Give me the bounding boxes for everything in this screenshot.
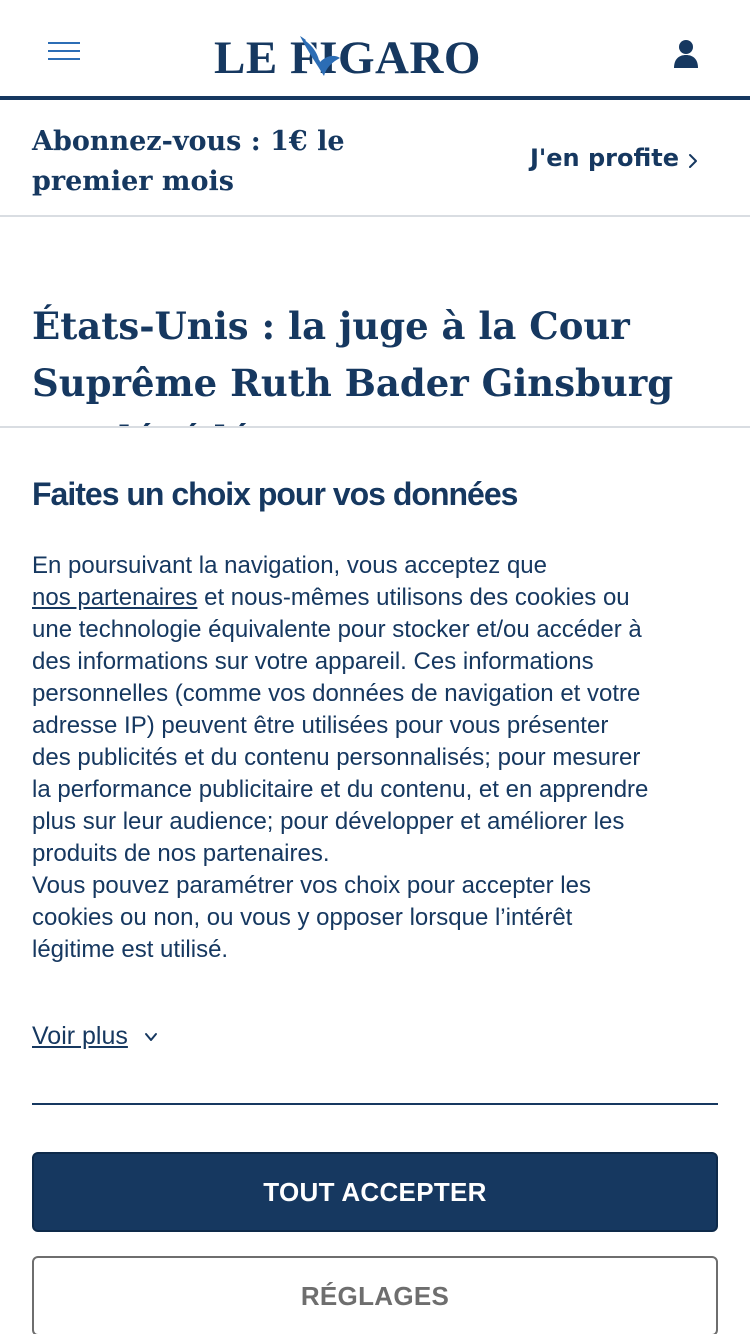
subscription-banner bbox=[0, 104, 750, 217]
subscribe-cta-link[interactable]: J'en profite bbox=[530, 144, 680, 172]
consent-body bbox=[32, 550, 652, 966]
consent-paragraph-choice: Vous pouvez paramétrer vos choix pour accepter les cookies ou non, ou vous y opposer lorsque l’intérêt légitime est utilisé. bbox=[32, 872, 591, 963]
site-logo[interactable] bbox=[214, 30, 544, 82]
article-headline[interactable]: États-Unis : la juge à la Cour Suprême Ruth Bader Ginsburg bbox=[32, 304, 674, 405]
consent-title: Faites un choix pour vos données bbox=[32, 476, 518, 512]
partners-link[interactable]: nos partenaires bbox=[32, 584, 198, 611]
consent-paragraph-main bbox=[32, 550, 652, 870]
chevron-down-icon bbox=[143, 1031, 159, 1043]
consent-panel bbox=[0, 426, 750, 1334]
chevron-right-icon[interactable] bbox=[685, 150, 701, 172]
hamburger-menu-icon[interactable] bbox=[44, 38, 84, 64]
see-more-toggle[interactable] bbox=[32, 1022, 159, 1051]
see-more-label: Voir plus bbox=[32, 1022, 128, 1050]
consent-main-text: et nous-mêmes utilisons des cookies ou une technologie équivalente pour stocker et/ou accéder à des informations sur votre appareil. Ces informations personnelles (comme vos données de navigation et votre adresse IP) peuvent être utilisées pour vous présenter des publicités et du contenu personnalisés; pour mesurer la performance publicitaire et du contenu, et en apprendre plus sur leur audience; pour développer et améliorer les produits de nos partenaires. bbox=[32, 584, 649, 867]
logo-text: LE FIGARO bbox=[214, 32, 481, 84]
consent-divider bbox=[32, 1103, 718, 1105]
subscription-text: Abonnez-vous : 1€ le premier mois bbox=[32, 126, 345, 197]
accept-all-button[interactable]: TOUT ACCEPTER bbox=[32, 1152, 718, 1232]
logo-bird-icon bbox=[296, 32, 342, 78]
settings-button[interactable]: RÉGLAGES bbox=[32, 1256, 718, 1334]
site-header bbox=[0, 0, 750, 100]
user-icon[interactable] bbox=[668, 36, 704, 72]
consent-intro-text: En poursuivant la navigation, vous acceptez que bbox=[32, 552, 548, 579]
